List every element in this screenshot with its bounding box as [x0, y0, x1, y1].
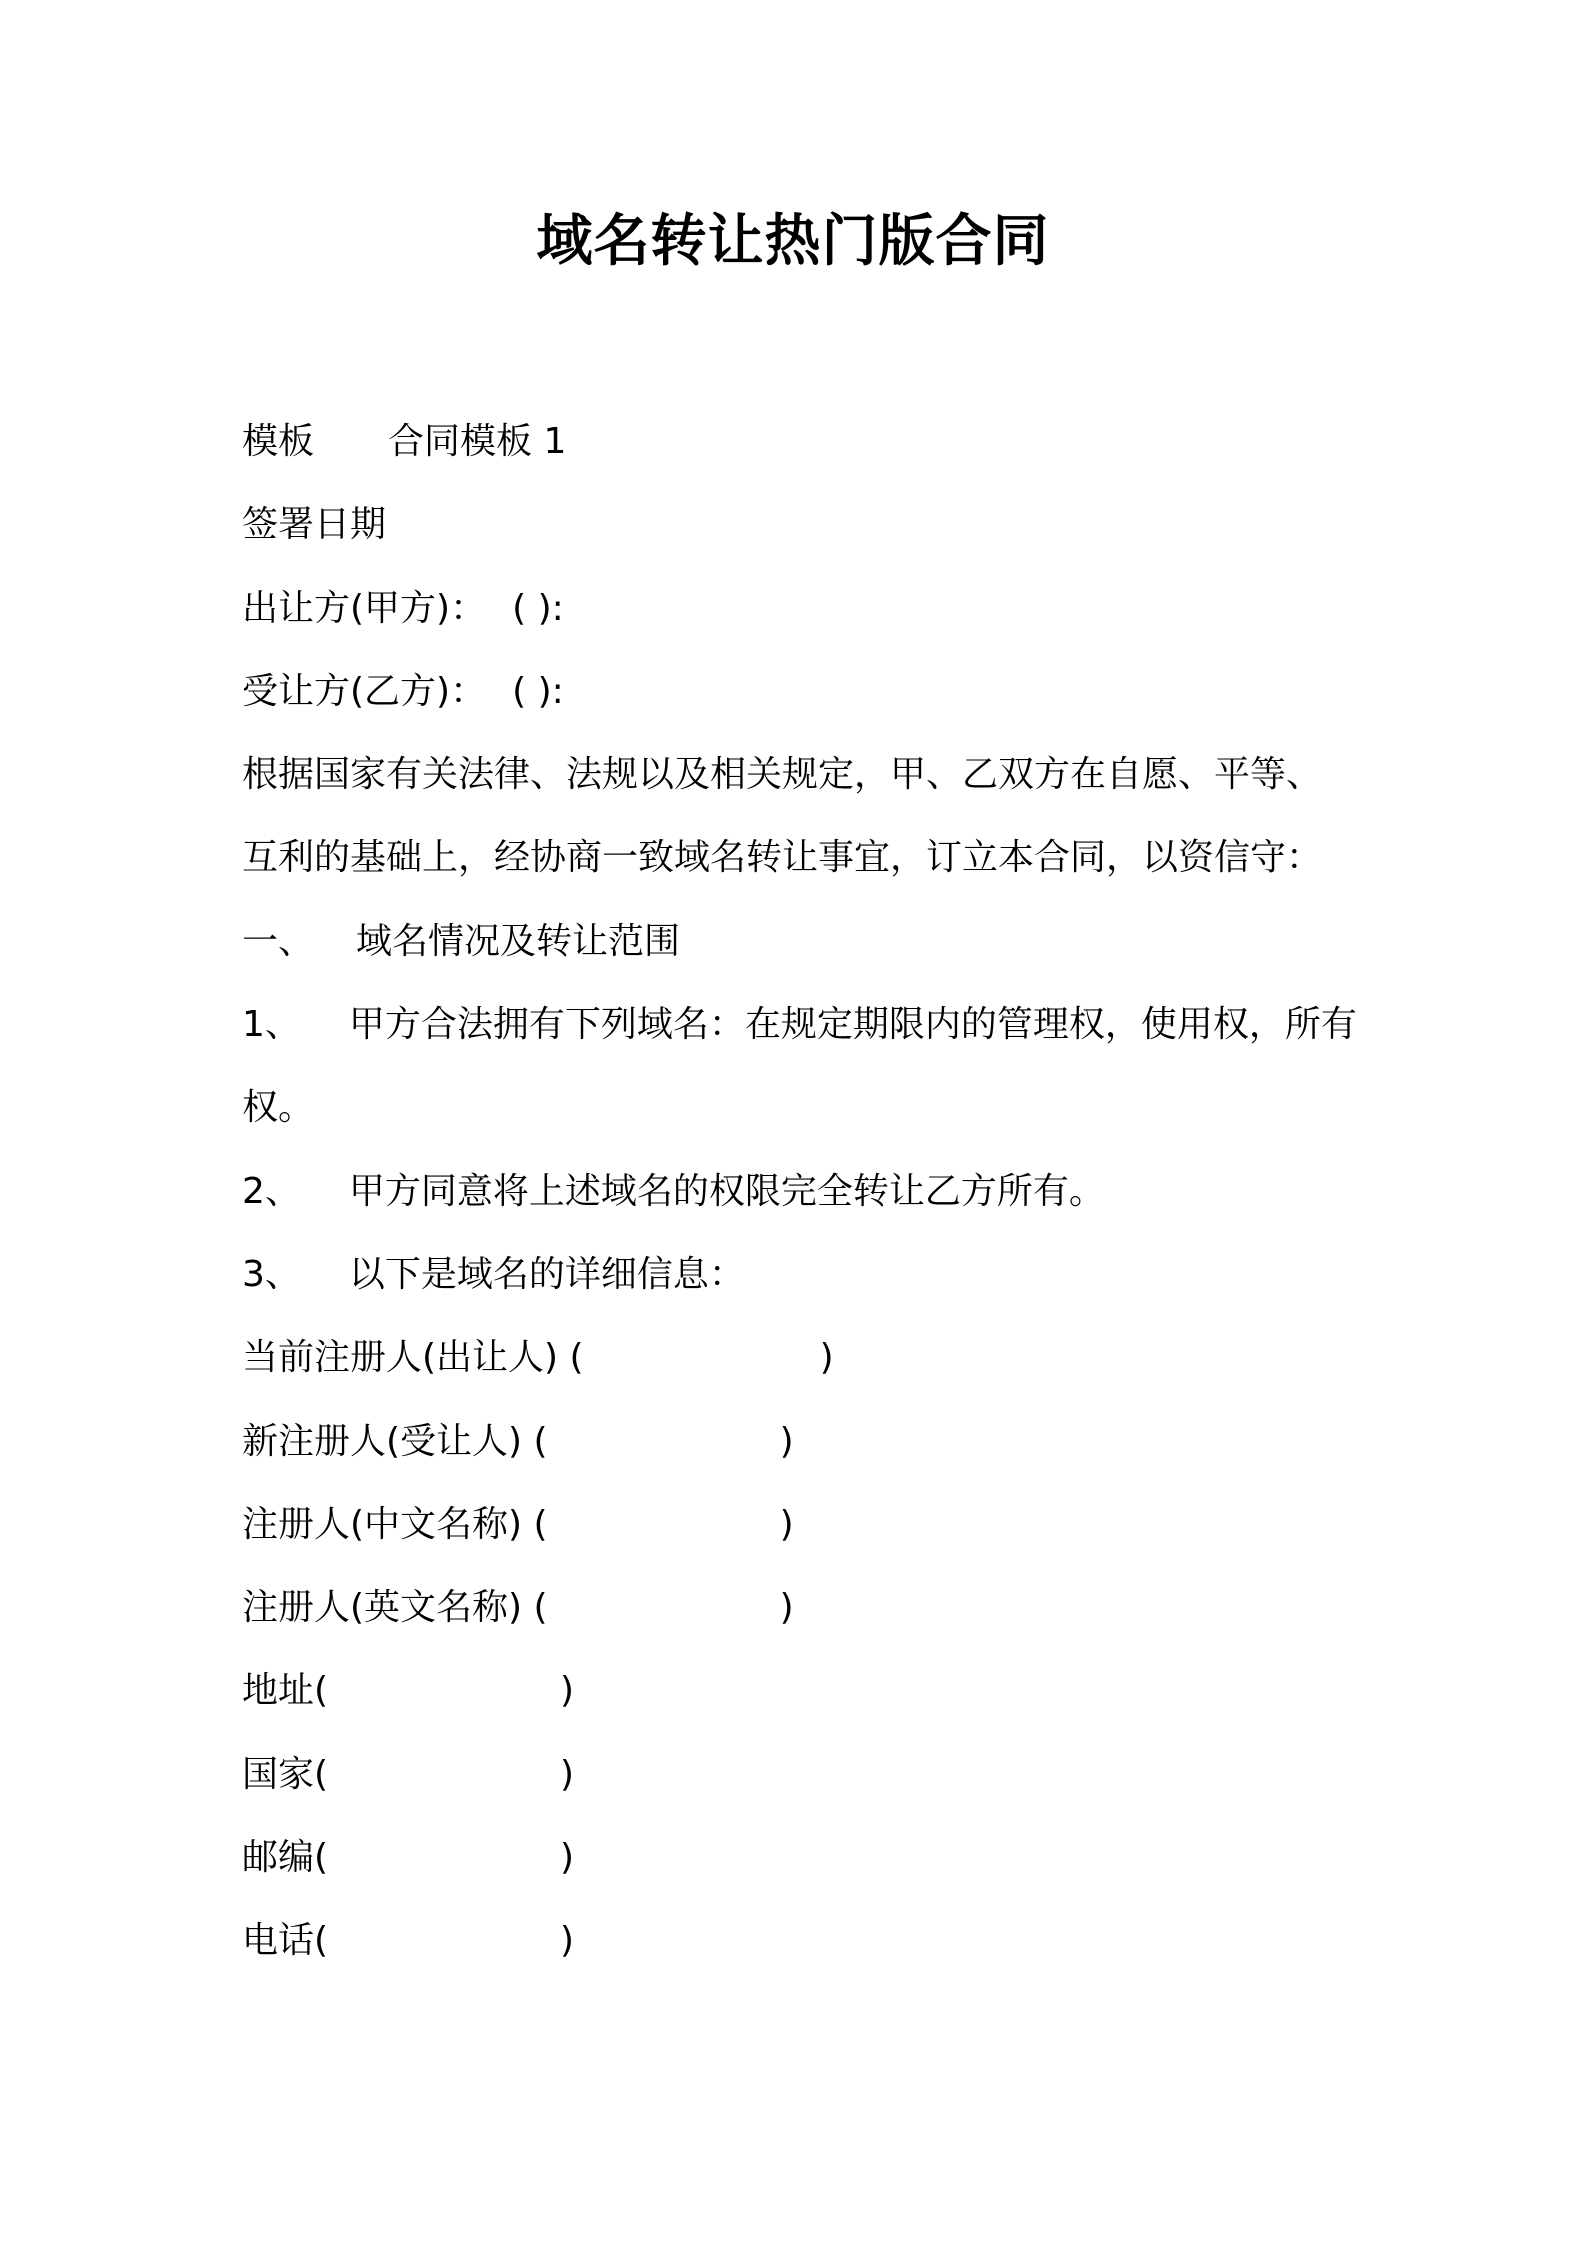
field-label: 新注册人(受让人) ( — [242, 1420, 548, 1462]
field-country — [242, 1733, 1352, 1816]
field-current-registrant — [242, 1316, 1352, 1399]
item-1-number: 1、 — [242, 1004, 301, 1046]
field-address — [242, 1649, 1352, 1732]
section-1-heading — [242, 900, 1352, 983]
field-close: ) — [560, 1920, 575, 1962]
item-3-line — [242, 1233, 1352, 1316]
signing-date-line — [242, 483, 1352, 566]
field-label: 地址( — [242, 1670, 329, 1712]
transferee-value: ( ): — [512, 670, 564, 712]
transferee-line — [242, 650, 1352, 733]
field-label: 国家( — [242, 1753, 329, 1795]
item-1-line-2 — [242, 1066, 1352, 1149]
field-close: ) — [560, 1837, 575, 1879]
field-label: 注册人(中文名称) ( — [242, 1503, 548, 1545]
item-1-text: 甲方合法拥有下列域名：在规定期限内的管理权，使用权，所有 — [348, 1004, 1357, 1046]
field-label: 邮编( — [242, 1837, 329, 1879]
field-postal-code — [242, 1816, 1352, 1899]
section-1-title: 域名情况及转让范围 — [356, 920, 681, 962]
item-3-text: 以下是域名的详细信息： — [348, 1253, 745, 1295]
template-line — [242, 400, 1352, 483]
item-2-line — [242, 1150, 1352, 1233]
intro-paragraph-line-2 — [242, 816, 1352, 899]
item-2-number: 2、 — [242, 1170, 301, 1212]
item-1-text-continued: 权。 — [242, 1087, 315, 1129]
transferor-label: 出让方(甲方)： — [242, 587, 487, 629]
intro-paragraph-line-1 — [242, 733, 1352, 816]
section-1-number: 一、 — [242, 920, 315, 962]
field-new-registrant — [242, 1400, 1352, 1483]
intro-text-2: 互利的基础上，经协商一致域名转让事宜，订立本合同，以资信守： — [242, 837, 1323, 879]
field-close: ) — [560, 1753, 575, 1795]
field-label: 当前注册人(出让人) ( — [242, 1337, 584, 1379]
template-value: 合同模板 1 — [388, 421, 567, 462]
field-label: 电话( — [242, 1920, 329, 1962]
field-label: 注册人(英文名称) ( — [242, 1587, 548, 1629]
field-close: ) — [819, 1337, 834, 1379]
template-label: 模板 — [242, 421, 315, 462]
field-phone — [242, 1899, 1352, 1982]
item-2-text: 甲方同意将上述域名的权限完全转让乙方所有。 — [348, 1170, 1105, 1212]
item-3-number: 3、 — [242, 1253, 301, 1295]
field-close: ) — [779, 1587, 794, 1629]
field-close: ) — [779, 1503, 794, 1545]
field-close: ) — [560, 1670, 575, 1712]
intro-text-1: 根据国家有关法律、法规以及相关规定，甲、乙双方在自愿、平等、 — [242, 754, 1323, 796]
transferee-label: 受让方(乙方)： — [242, 670, 487, 712]
document-title: 域名转让热门版合同 — [536, 209, 1050, 274]
signing-date-label: 签署日期 — [242, 504, 387, 546]
transferor-value: ( ): — [512, 587, 564, 629]
field-registrant-english-name — [242, 1566, 1352, 1649]
document-body — [242, 400, 1357, 1983]
transferor-line — [242, 567, 1352, 650]
item-1-line-1 — [242, 983, 1357, 1066]
field-close: ) — [779, 1420, 794, 1462]
field-registrant-chinese-name — [242, 1483, 1352, 1566]
